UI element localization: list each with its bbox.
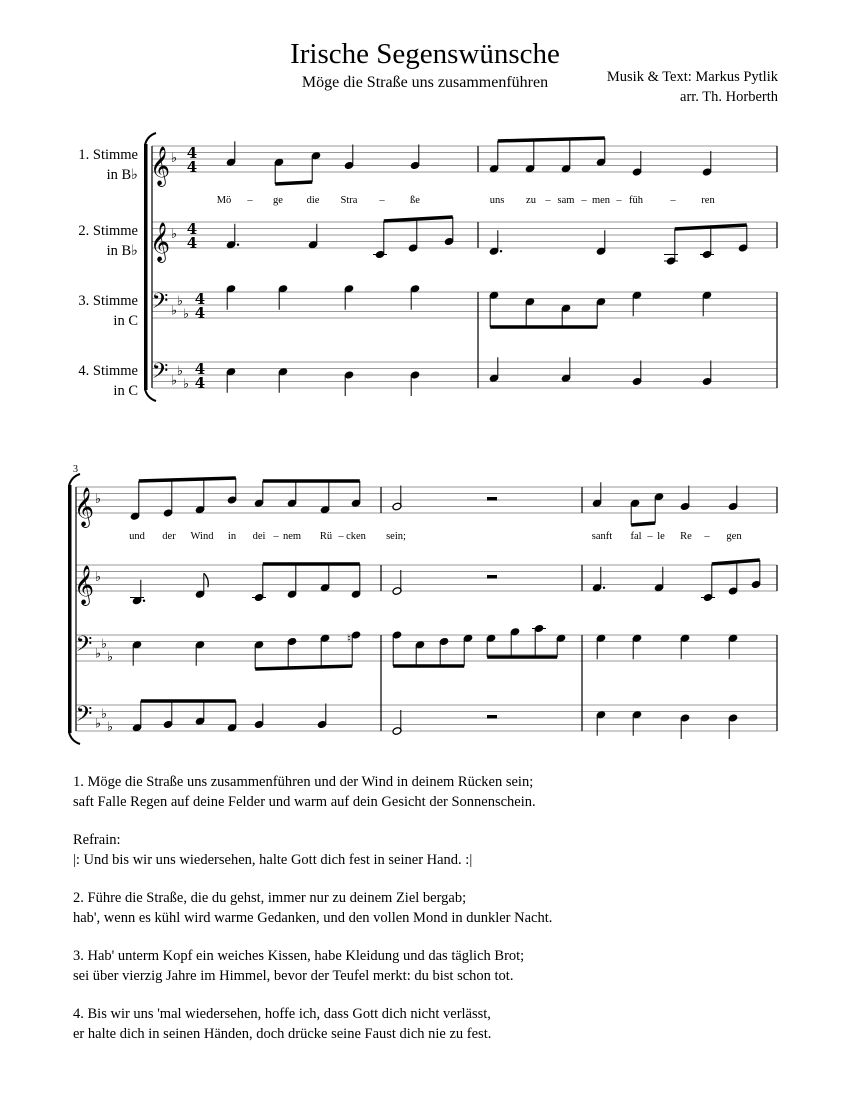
- lyric-syllable: –: [379, 195, 385, 206]
- measure-number: 3: [73, 464, 78, 475]
- lyric-syllable: Re: [680, 531, 692, 542]
- notes-layer: [74, 138, 777, 739]
- lyric-syllable: –: [545, 195, 551, 206]
- lyric-syllable: –: [704, 531, 710, 542]
- instrument-transposition: in B♭: [106, 167, 138, 183]
- bass-clef-icon: 𝄢: [75, 702, 93, 731]
- instrument-name: 1. Stimme: [78, 147, 138, 163]
- instrument-name: 2. Stimme: [78, 223, 138, 239]
- lyric-syllable: in: [227, 531, 237, 542]
- song-subtitle: Möge die Straße uns zusammenführen: [301, 74, 549, 91]
- verse-1: 1. Möge die Straße uns zusammenführen und der Wind in deinem Rücken sein; saft Falle Regen auf deine Felder und warm auf dein Gesicht der Sonnenschein.: [73, 774, 536, 810]
- arranger-line: arr. Th. Horberth: [680, 89, 778, 105]
- half-rest: [487, 715, 497, 719]
- flat-icon: ♭: [170, 226, 178, 241]
- time-signature: 4: [186, 158, 198, 176]
- lyric-syllable: sanft: [591, 531, 613, 542]
- lyric-syllable: nem: [282, 531, 302, 542]
- verse-2: 2. Führe die Straße, die du gehst, immer nur zu deinem Ziel bergab; hab', wenn es kühl wird warme Gedanken, und den vollen Mond in dunkler Nacht.: [73, 890, 553, 926]
- lyric-syllable: uns: [489, 195, 505, 206]
- lyric-syllable: sam: [557, 195, 575, 206]
- flat-icon: ♭: [176, 362, 184, 378]
- beam: [498, 138, 605, 141]
- lyric-syllable: –: [338, 531, 344, 542]
- flat-icon: ♭: [100, 635, 108, 651]
- flat-icon: ♭: [94, 569, 102, 584]
- verse-3: 3. Hab' unterm Kopf ein weiches Kissen, habe Kleidung und das täglich Brot; sei über vierzig Jahre im Himmel, bevor der Teufel merkt: du bist schon tot.: [73, 948, 525, 984]
- lyric-syllable: –: [247, 195, 253, 206]
- time-signature: 4: [194, 360, 206, 378]
- flat-icon: ♭: [106, 718, 114, 734]
- flat-icon: ♭: [170, 150, 178, 165]
- lyric-syllable: der: [162, 531, 176, 542]
- flag: [204, 573, 209, 587]
- flat-icon: ♭: [182, 375, 190, 391]
- song-title: Irische Segenswünsche: [290, 38, 560, 70]
- beam: [255, 666, 352, 669]
- time-signature: 4: [186, 144, 198, 162]
- lyric-syllable: le: [657, 531, 665, 542]
- instrument-name: 4. Stimme: [78, 363, 138, 379]
- half-rest: [487, 575, 497, 579]
- bass-clef-icon: 𝄢: [151, 289, 169, 318]
- system-bracket: [144, 144, 148, 390]
- time-signature: 4: [194, 290, 206, 308]
- lyric-syllable: men: [591, 195, 611, 206]
- instrument-transposition: in C: [113, 383, 138, 399]
- time-signature: 4: [186, 234, 198, 252]
- verses-text: [73, 772, 552, 1062]
- time-signature: 4: [186, 220, 198, 238]
- natural-icon: ♮: [346, 631, 352, 646]
- refrain: Refrain: |: Und bis wir uns wiedersehen, halte Gott dich fest in seiner Hand. :|: [73, 832, 473, 868]
- lyric-syllable: Rü: [319, 531, 333, 542]
- lyric-syllable: dei: [252, 531, 266, 542]
- bass-clef-icon: 𝄢: [75, 632, 93, 661]
- flat-icon: ♭: [94, 645, 102, 661]
- flat-icon: ♭: [94, 491, 102, 506]
- flat-icon: ♭: [182, 305, 190, 321]
- bass-clef-icon: 𝄢: [151, 359, 169, 388]
- time-signature: 4: [194, 304, 206, 322]
- lyric-syllable: ge: [273, 195, 283, 206]
- lyric-syllable: –: [647, 531, 653, 542]
- lyric-syllable: die: [306, 195, 320, 206]
- lyric-syllable: –: [581, 195, 587, 206]
- lyric-syllable: füh: [629, 195, 643, 206]
- lyric-syllable: ße: [410, 195, 420, 206]
- lyric-syllable: –: [273, 531, 279, 542]
- composer-line: Musik & Text: Markus Pytlik: [606, 69, 778, 85]
- beam: [139, 478, 236, 481]
- treble-clef-icon: 𝄞: [149, 224, 171, 261]
- beam: [275, 182, 312, 184]
- verse-4: 4. Bis wir uns 'mal wiedersehen, hoffe ich, dass Gott dich nicht verlässt, er halte dich in seinen Händen, doch drücke seine Faust dich nie zu fest.: [73, 1006, 492, 1042]
- treble-clef-icon: 𝄞: [149, 148, 171, 185]
- beam: [712, 560, 760, 564]
- lyric-syllable: Wind: [190, 531, 214, 542]
- flat-icon: ♭: [94, 715, 102, 731]
- beam: [384, 217, 453, 221]
- flat-icon: ♭: [100, 705, 108, 721]
- lyric-syllable: und: [129, 531, 145, 542]
- lyric-syllable: Stra: [340, 195, 358, 206]
- beam: [631, 523, 655, 525]
- flat-icon: ♭: [176, 292, 184, 308]
- system-bracket: [68, 485, 72, 733]
- instrument-transposition: in B♭: [106, 243, 138, 259]
- lyric-syllable: sein;: [386, 531, 406, 542]
- flat-icon: ♭: [170, 372, 178, 388]
- lyric-syllable: cken: [346, 531, 366, 542]
- time-signature: 4: [194, 374, 206, 392]
- instrument-transposition: in C: [113, 313, 138, 329]
- treble-clef-icon: 𝄞: [73, 567, 95, 604]
- lyric-syllable: ren: [701, 195, 715, 206]
- lyric-syllable: gen: [726, 531, 742, 542]
- lyric-syllable: zu: [526, 195, 536, 206]
- half-rest: [487, 497, 497, 501]
- lyric-syllable: –: [670, 195, 676, 206]
- lyric-syllable: Mö: [216, 195, 232, 206]
- lyric-syllable: –: [616, 195, 622, 206]
- lyric-syllable: fal: [630, 531, 642, 542]
- flat-icon: ♭: [170, 302, 178, 318]
- flat-icon: ♭: [106, 648, 114, 664]
- treble-clef-icon: 𝄞: [73, 489, 95, 526]
- instrument-name: 3. Stimme: [78, 293, 138, 309]
